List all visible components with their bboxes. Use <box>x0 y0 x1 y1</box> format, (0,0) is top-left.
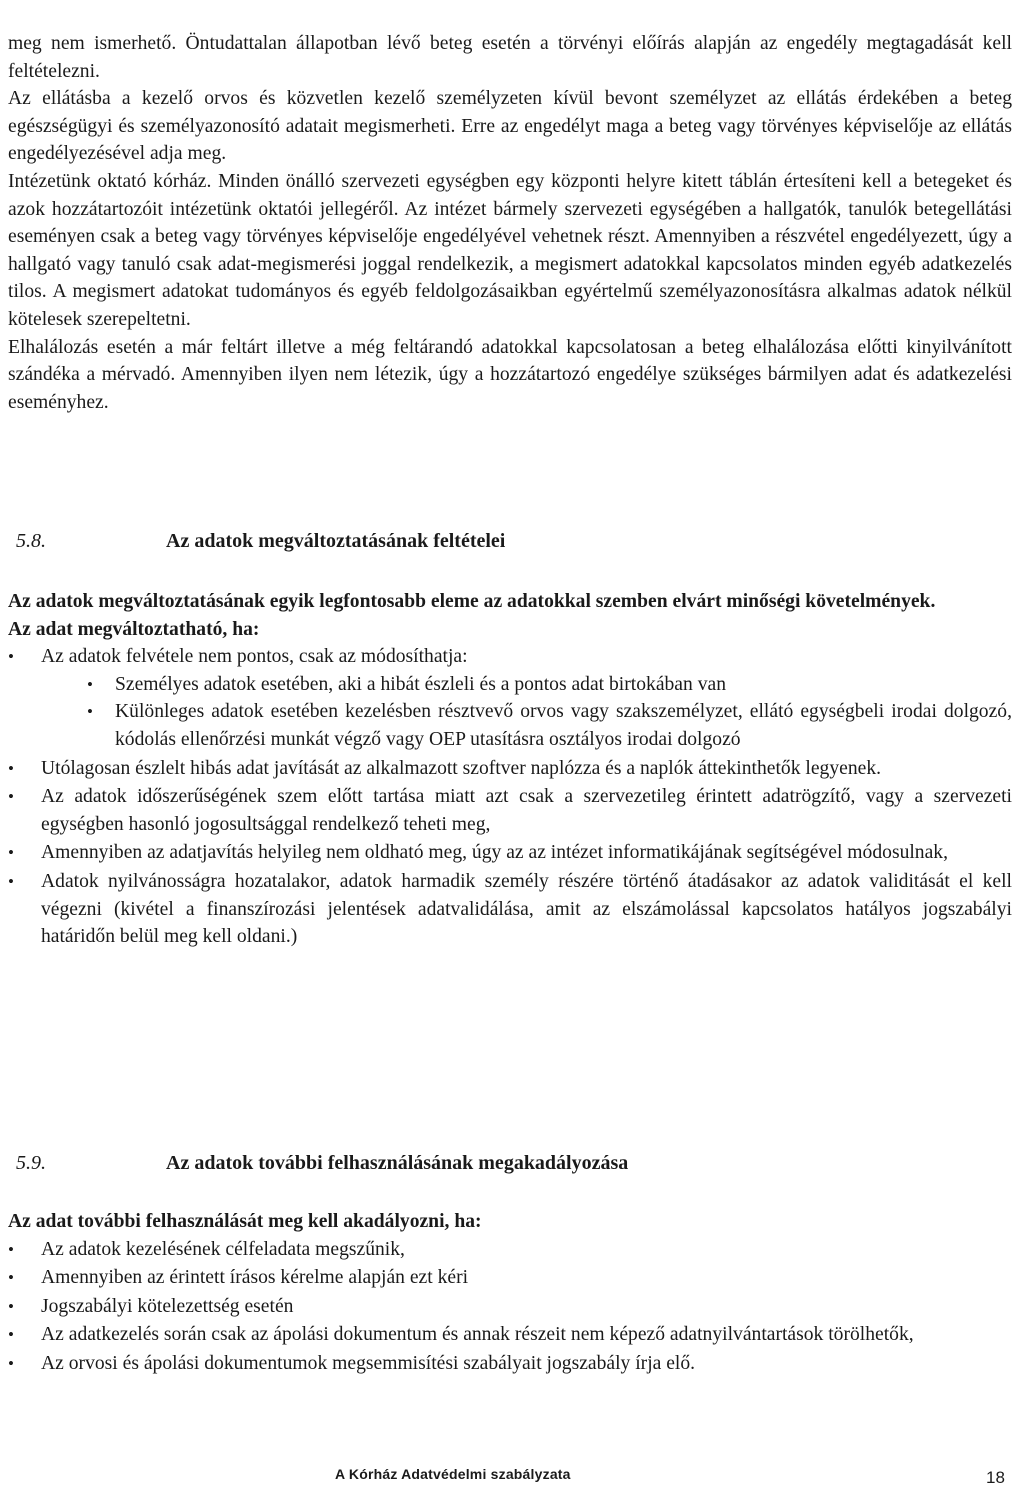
footer-title: A Kórház Adatvédelmi szabályzata <box>335 1466 571 1482</box>
lead-text: Az adat további felhasználását meg kell akadályozni, ha: <box>8 1211 482 1232</box>
section-number: 5.8. <box>16 530 46 552</box>
paragraph: meg nem ismerhető. Öntudattalan állapotban lévő beteg esetén a törvényi előírás alapján az engedély megtagadását kell feltételezni. <box>8 33 1012 82</box>
paragraph: Elhalálozás esetén a már feltárt illetve a még feltárandó adatokkal kapcsolatosan a beteg elhalálozása előtti kinyilvánított szándéka a mérvadó. Amennyiben ilyen nem létezik, úgy a hozzátartozó engedélye szükséges bármilyen adat és adatkezelési eseményhez. <box>8 336 1012 413</box>
section-heading-5-8 <box>8 530 1012 553</box>
section-title: Az adatok megváltoztatásának feltételei <box>166 530 506 552</box>
document-page <box>8 0 1012 1496</box>
section-heading-5-9 <box>8 1152 1012 1175</box>
list-item-text: Az adatok felvétele nem pontos, csak az módosíthatja: <box>41 646 468 668</box>
intro-text <box>8 30 1012 416</box>
list-item: • Az adatkezelés során csak az ápolási dokumentum és annak részeit nem képező adatnyilvántartások törölhetők, <box>8 1321 1012 1349</box>
paragraph: Az ellátásba a kezelő orvos és közvetlen kezelő személyzeten kívül bevont személyzet az ellátás érdekében a beteg egészségügyi és személyazonosító adatait megismerheti. Erre az engedélyt maga a beteg vagy törvényes képviselője az ellátás engedélyezésével adja meg. <box>8 88 1012 165</box>
sub-bullet-list <box>41 671 1012 754</box>
list-item: • Amennyiben az adatjavítás helyileg nem oldható meg, úgy az az intézet informatikájának segítségével módosulnak, <box>8 839 1012 867</box>
list-item: • Utólagosan észlelt hibás adat javítását az alkalmazott szoftver naplózza és a naplók áttekinthetők legyenek. <box>8 755 1012 783</box>
list-item: • Az orvosi és ápolási dokumentumok megsemmisítési szabályait jogszabály írja elő. <box>8 1350 1012 1378</box>
section-number: 5.9. <box>16 1152 46 1174</box>
section-body-5-8 <box>8 588 1012 952</box>
bullet-list <box>8 1236 1012 1378</box>
list-item: • Az adatok időszerűségének szem előtt tartása miatt azt csak a szervezetileg érintett adatrögzítő, vagy a szervezeti egységben hasonló jogosultsággal rendelkező teheti meg, <box>8 783 1012 838</box>
page-number: 18 <box>986 1468 1005 1487</box>
list-item: • Adatok nyilvánosságra hozatalakor, adatok harmadik személy részére történő átadásakor az adatok validitását el kell végezni (kivétel a finanszírozási jelentések adatvalidálása, amit az elszámolással kapcsolatos hatályos jogszabályi határidőn belül meg kell oldani.) <box>8 868 1012 951</box>
list-item: • Amennyiben az érintett írásos kérelme alapján ezt kéri <box>8 1264 1012 1292</box>
section-body-5-9 <box>8 1208 1012 1379</box>
paragraph: Intézetünk oktató kórház. Minden önálló szervezeti egységben egy központi helyre kitett táblán értesíteni kell a betegeket és azok hozzátartozóit intézetünk oktatói jellegéről. Az intézet bármely szervezeti egységében a hallgatók, tanulók betegellátási eseményen csak a beteg vagy törvényes képviselője engedélyével vehetnek részt. Amennyiben a részvétel engedélyezett, úgy a hallgató vagy tanuló csak adat-megismerési joggal rendelkezik, a megismert adatokkal kapcsolatos minden egyéb adatkezelés tilos. A megismert adatokat tudományos és egyéb feldolgozásaikban egyértelmű személyazonosításra alkalmas adatok nélkül kötelesek szerepeltetni. <box>8 170 1012 330</box>
sub-list-item: • Személyes adatok esetében, aki a hibát észleli és a pontos adat birtokában van <box>8 671 1012 699</box>
sub-list-item: • Különleges adatok esetében kezelésben résztvevő orvos vagy szakszemélyzet, ellátó egységbeli irodai dolgozó, kódolás ellenőrzési munkát végző vagy OEP utasításra osztályos irodai dolgozó <box>8 698 1012 753</box>
lead-text: Az adatok megváltoztatásának egyik legfontosabb eleme az adatokkal szemben elvárt minőségi követelmények. <box>8 591 936 612</box>
lead-text: Az adat megváltoztatható, ha: <box>8 618 260 640</box>
bullet-list <box>8 643 1012 951</box>
section-title: Az adatok további felhasználásának megakadályozása <box>166 1152 629 1174</box>
list-item <box>8 643 1012 753</box>
list-item: • Jogszabályi kötelezettség esetén <box>8 1293 1012 1321</box>
list-item: • Az adatok kezelésének célfeladata megszűnik, <box>8 1236 1012 1264</box>
